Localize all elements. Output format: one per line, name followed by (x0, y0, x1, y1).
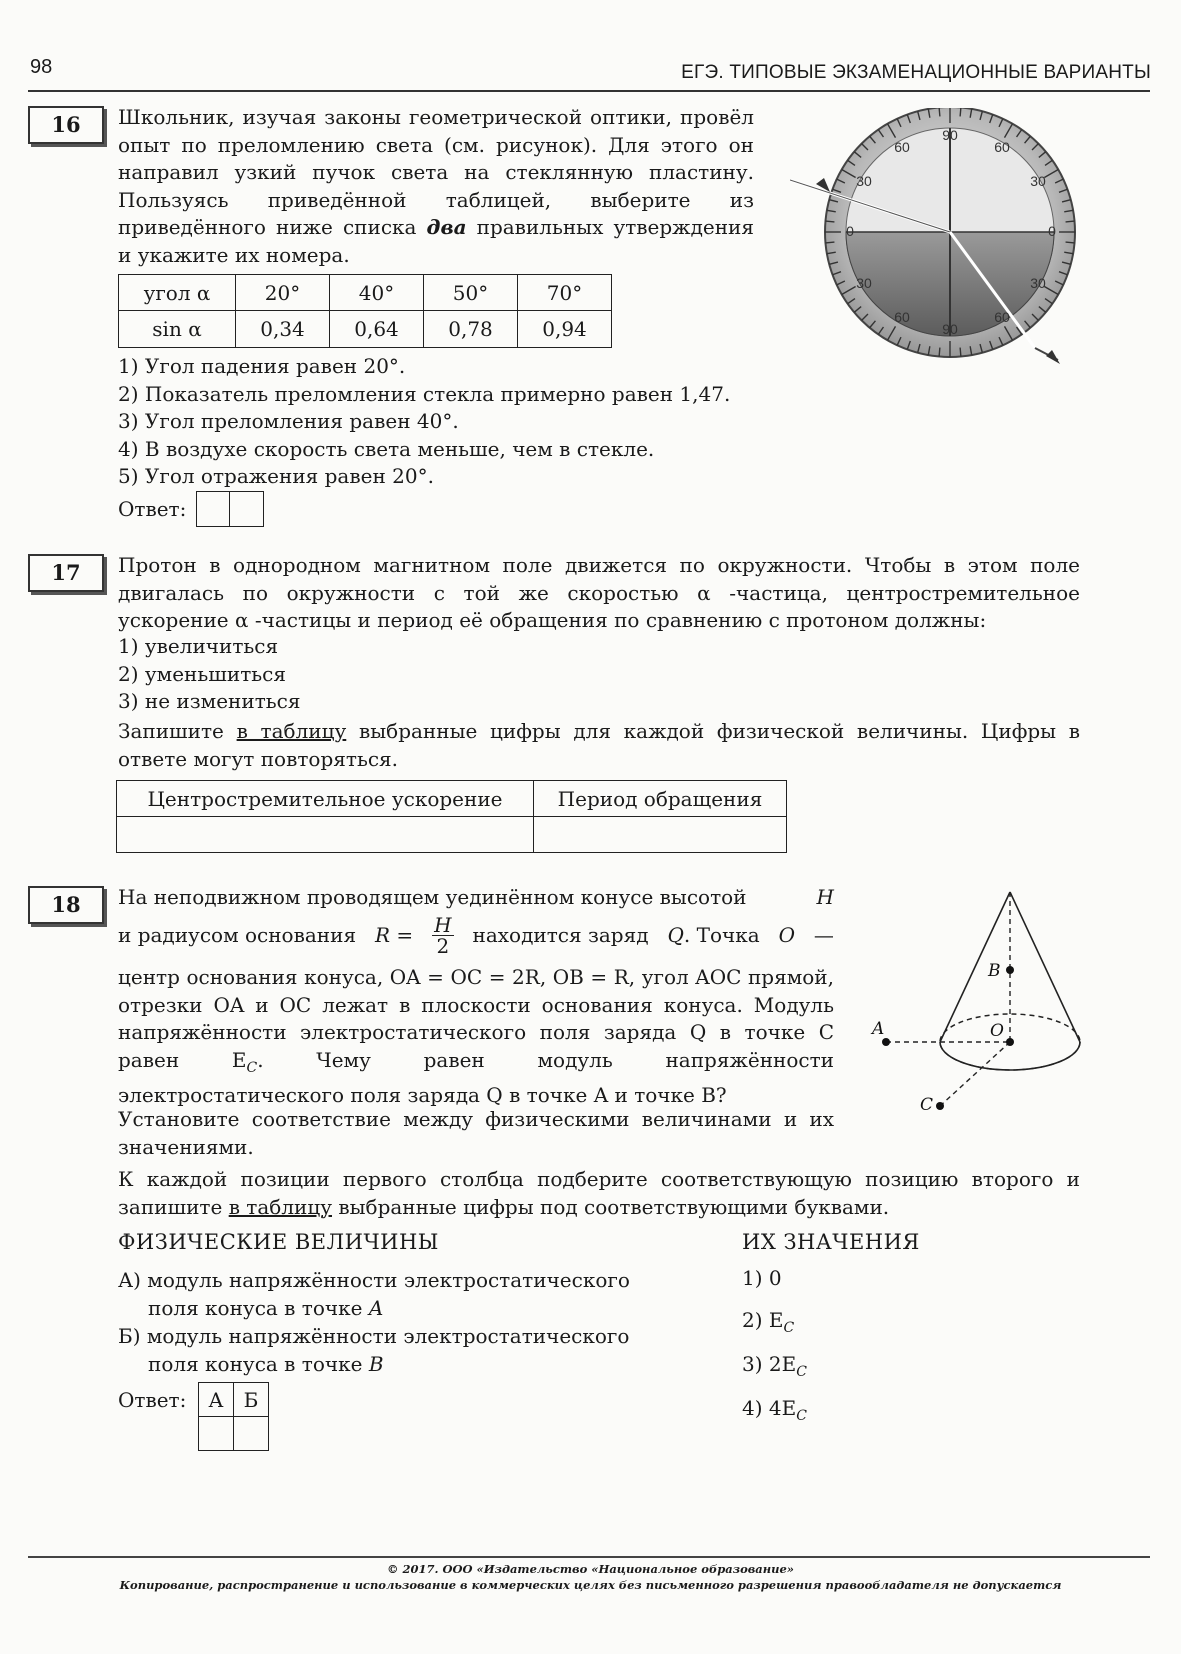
q18-right-heading: ИХ ЗНАЧЕНИЯ (742, 1230, 920, 1254)
scale-label: 30 (1030, 173, 1046, 189)
q18-fraction (432, 912, 453, 958)
q16-text-tail: правильных утверждения и укажите их номера. (118, 215, 755, 267)
q18-item-A (118, 1266, 678, 1322)
q18-R-equals: R = (375, 923, 414, 947)
protractor-refraction-figure (790, 108, 1100, 376)
scale-label: 30 (856, 275, 872, 291)
item-B-line1: Б) модуль напряжённости электростатического (118, 1324, 630, 1348)
option: 3) не измениться (118, 689, 301, 713)
point-O (1006, 1038, 1014, 1046)
scale-label: 90 (942, 127, 958, 143)
value-subscript: C (796, 1408, 807, 1424)
q18-body-text: центр основания конуса, OA = OC = 2R, OB = R, угол AOC прямой, отрезки OA и OC лежат в плоскости основания конуса. Модуль напряжённости электростатического поля заряда Q в точке C равен E (118, 965, 834, 1072)
q18-values (742, 1266, 807, 1440)
scale-label: 60 (894, 309, 910, 325)
q18-var-H: H (816, 885, 834, 909)
footer-copyright: © 2017. ООО «Издательство «Национальное образование» (386, 1562, 794, 1576)
scale-label: 30 (1030, 275, 1046, 291)
q18-para3 (118, 1166, 1080, 1221)
q18-line2-text-b: находится заряд (472, 923, 649, 947)
item-B-point: B (368, 1352, 384, 1376)
item-B-line2: поля конуса в точке (148, 1352, 363, 1376)
segment-OC (940, 1042, 1010, 1106)
header-divider (28, 90, 1150, 92)
q18-body-tail: . Чему равен модуль напряжённости электростатического поля заряда Q в точке A и точке B? (118, 1047, 834, 1107)
q18-para2: Установите соответствие между физическими величинами и их значениями. (118, 1107, 834, 1159)
ray-arrowhead (1046, 350, 1060, 364)
answer-cell[interactable] (234, 1417, 269, 1451)
value-item (742, 1308, 807, 1352)
value-text: 2) E (742, 1308, 784, 1332)
table-cell: sin α (119, 311, 236, 348)
scale-label: 0 (1048, 223, 1056, 239)
option: 2) Показатель преломления стекла примерно равен 1,47. (118, 381, 731, 406)
q17-instr-b: выбранные цифры для каждой физической величины. Цифры в ответе могут повторяться. (118, 719, 1081, 771)
page-number: 98 (30, 56, 53, 78)
q18-para3-b: выбранные цифры под соответствующими буквами. (338, 1194, 890, 1219)
value-item: 1) 0 (742, 1266, 782, 1290)
q18-line2-text: и радиусом основания (118, 923, 357, 947)
point-A (882, 1038, 890, 1046)
q17-instruction (118, 718, 1080, 773)
q18-body-subscript: C (246, 1059, 258, 1076)
option: 1) Угол падения равен 20°. (118, 354, 406, 378)
column-header: Период обращения (534, 781, 787, 817)
q18-line1-text: На неподвижном проводящем уединённом конусе высотой (118, 885, 747, 909)
q18-body (118, 964, 834, 1110)
question-17-text: Протон в однородном магнитном поле движется по окружности. Чтобы в этом поле двигалась по окружности с той же скоростью α -частица, центростремительное ускорение α -частицы и период её обращения по сравнению с протоном должны: (118, 553, 1080, 632)
scale-label: 60 (894, 139, 910, 155)
q17-instr-table-ref: в таблицу (236, 719, 347, 743)
tick-mark (1066, 221, 1075, 222)
column-header: А (199, 1383, 234, 1417)
option: 1) увеличиться (118, 634, 279, 658)
scale-label: 60 (994, 309, 1010, 325)
scale-label: 30 (856, 173, 872, 189)
value-text: 4) 4E (742, 1396, 797, 1420)
scale-label: 90 (942, 321, 958, 337)
table-cell: 0,94 (518, 311, 612, 348)
q17-instr-a: Запишите (118, 719, 224, 743)
q18-var-Q: Q (667, 923, 684, 947)
q18-dash: — (813, 923, 834, 947)
label-A: A (872, 1019, 885, 1039)
table-cell: 70° (518, 275, 612, 311)
cone-figure (868, 884, 1088, 1120)
cone-point-labels (870, 961, 1004, 1115)
table-cell: 50° (424, 275, 518, 311)
table-cell: 0,64 (330, 311, 424, 348)
footer-divider (28, 1556, 1150, 1558)
scale-label: 0 (846, 223, 854, 239)
tick-mark (939, 108, 940, 116)
q16-options (118, 353, 730, 491)
table-cell: угол α (119, 275, 236, 311)
q18-answer-table (198, 1382, 269, 1451)
answer-cell[interactable] (117, 817, 534, 853)
tick-mark (825, 242, 834, 243)
label-O: O (990, 1021, 1004, 1041)
q18-para3-a: К каждой позиции первого столбца подберите соответствующую позицию второго и запишите (118, 1167, 1080, 1219)
question-16-text (118, 104, 754, 269)
value-subscript: C (796, 1364, 807, 1380)
value-text: 3) 2E (742, 1352, 797, 1376)
tick-mark (825, 221, 834, 222)
q18-item-B (118, 1322, 678, 1378)
q17-answer-table (116, 780, 787, 853)
q18-left-heading: ФИЗИЧЕСКИЕ ВЕЛИЧИНЫ (118, 1230, 439, 1254)
item-A-point: A (368, 1296, 384, 1320)
q18-line2-text-c: . Точка (683, 923, 760, 947)
value-item (742, 1396, 807, 1440)
label-C: C (920, 1095, 934, 1115)
table-cell: 20° (236, 275, 330, 311)
option: 2) уменьшиться (118, 661, 286, 686)
tick-mark (1066, 242, 1075, 243)
q18-line1 (118, 884, 834, 912)
table-cell: 40° (330, 275, 424, 311)
option: 5) Угол отражения равен 20°. (118, 464, 434, 488)
cone-side-right (1010, 892, 1080, 1042)
answer-label: Ответ: (118, 1388, 187, 1412)
scale-label: 60 (994, 139, 1010, 155)
tick-mark (960, 108, 961, 116)
footer-notice: Копирование, распространение и использование в коммерческих целях без письменного разрешения правообладателя не допускается (119, 1578, 1062, 1592)
answer-cell[interactable] (534, 817, 787, 853)
answer-cell[interactable] (230, 491, 264, 527)
answer-cell[interactable] (196, 491, 230, 527)
answer-label: Ответ: (118, 497, 187, 521)
tick-mark (960, 348, 961, 357)
value-subscript: C (783, 1320, 795, 1336)
q18-line2 (118, 910, 834, 960)
fraction-denominator: 2 (436, 933, 450, 958)
label-B: B (988, 961, 1001, 981)
q18-para3-table-ref: в таблицу (228, 1194, 332, 1219)
fraction-numerator: H (434, 912, 452, 937)
point-B (1006, 966, 1014, 974)
item-A-line1: А) модуль напряжённости электростатического (118, 1268, 630, 1292)
q16-text-emphasis: два (426, 215, 467, 239)
cone-base-front (940, 1042, 1080, 1070)
q17-options (118, 633, 300, 716)
q18-var-O: O (778, 923, 795, 947)
table-cell: 0,78 (424, 311, 518, 348)
table-cell: 0,34 (236, 311, 330, 348)
question-17-number: 17 (28, 554, 104, 592)
point-C (936, 1102, 944, 1110)
item-A-line2: поля конуса в точке (148, 1296, 363, 1320)
column-header: Б (234, 1383, 269, 1417)
column-header: Центростремительное ускорение (117, 781, 534, 817)
option: 3) Угол преломления равен 40°. (118, 409, 459, 433)
q16-answer-row (118, 491, 264, 527)
option: 4) В воздухе скорость света меньше, чем в стекле. (118, 436, 655, 461)
q16-text-main: Школьник, изучая законы геометрической оптики, провёл опыт по преломлению света (см. рисунок). Для этого он направил узкий пучок света на стеклянную пластину. Пользуясь приведённой таблицей, выберите из приведённого ниже списка (118, 105, 754, 239)
tick-mark (939, 348, 940, 357)
value-item (742, 1352, 807, 1396)
q16-sine-table (118, 274, 612, 348)
question-16-number: 16 (28, 106, 104, 144)
question-18-number: 18 (28, 886, 104, 924)
answer-cell[interactable] (199, 1417, 234, 1451)
running-title: ЕГЭ. ТИПОВЫЕ ЭКЗАМЕНАЦИОННЫЕ ВАРИАНТЫ (681, 62, 1151, 83)
